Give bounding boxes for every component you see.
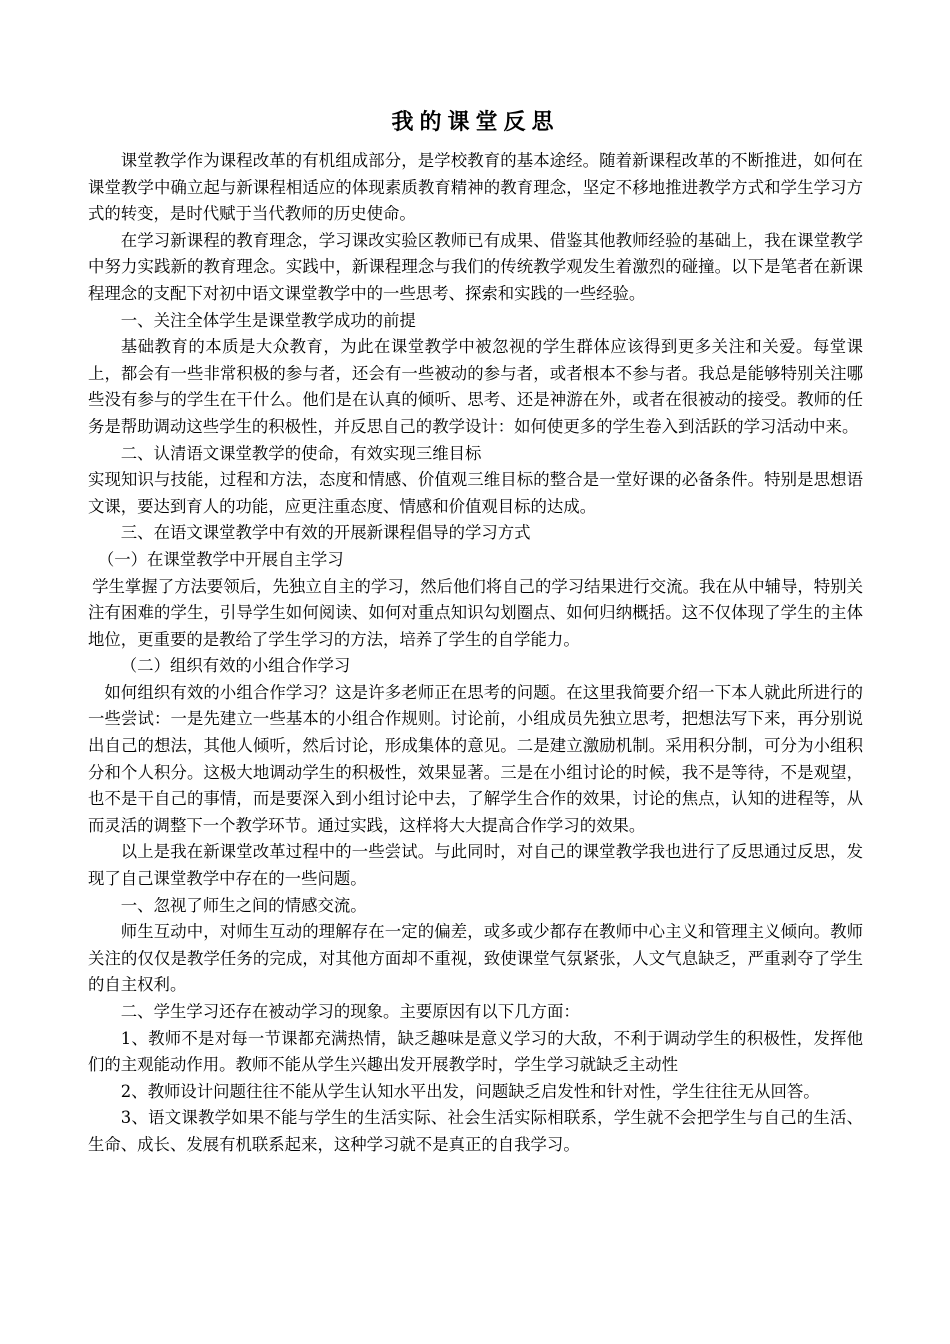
paragraph: 1、教师不是对每一节课都充满热情，缺乏趣味是意义学习的大敌，不利于调动学生的积极性，发挥他们的主观能动作用。教师不能从学生兴趣出发开展教学时，学生学习就缺乏主动性 (88, 1028, 863, 1075)
document-title: 我的课堂反思 (391, 110, 560, 135)
document-page (88, 108, 863, 1159)
paragraph: 二、认清语文课堂教学的使命，有效实现三维目标 (120, 443, 482, 463)
paragraph: 一、关注全体学生是课堂教学成功的前提 (120, 310, 416, 330)
paragraph: 在学习新课程的教育理念，学习课改实验区教师已有成果、借鉴其他教师经验的基础上，我在课堂教学中努力实践新的教育理念。实践中，新课程理念与我们的传统教学观发生着激烈的碰撞。以下是笔者在新课程理念的支配下对初中语文课堂教学中的一些思考、探索和实践的一些经验。 (88, 230, 863, 303)
paragraph: 三、在语文课堂教学中有效的开展新课程倡导的学习方式 (120, 523, 531, 543)
paragraph: 一、忽视了师生之间的情感交流。 (120, 895, 367, 915)
paragraph: 以上是我在新课堂改革过程中的一些尝试。与此同时，对自己的课堂教学我也进行了反思通过反思，发现了自己课堂教学中存在的一些问题。 (88, 842, 863, 889)
paragraph: 2、教师设计问题往往不能从学生认知水平出发，问题缺乏启发性和针对性，学生往往无从回答。 (120, 1081, 820, 1101)
paragraph: 学生掌握了方法要领后，先独立自主的学习，然后他们将自己的学习结果进行交流。我在从中辅导，特别关注有困难的学生，引导学生如何阅读、如何对重点知识勾划圈点、如何归纳概括。这不仅体现了学生的主体地位，更重要的是教给了学生学习的方法，培养了学生的自学能力。 (88, 576, 863, 649)
document-body (88, 148, 863, 1159)
paragraph: 二、学生学习还存在被动学习的现象。主要原因有以下几方面： (120, 1002, 580, 1021)
paragraph: （一）在课堂教学中开展自主学习 (97, 549, 344, 569)
paragraph: 如何组织有效的小组合作学习？这是许多老师正在思考的问题。在这里我简要介绍一下本人就此所进行的一些尝试：一是先建立一些基本的小组合作规则。讨论前，小组成员先独立思考，把想法写下来，再分别说出自己的想法，其他人倾听，然后讨论，形成集体的意见。二是建立激励机制。采用积分制，可分为小组积分和个人积分。这极大地调动学生的积极性，效果显著。三是在小组讨论的时候，我不是等待，不是观望，也不是干自己的事情，而是要深入到小组讨论中去，了解学生合作的效果，讨论的焦点，认知的进程等，从而灵活的调整下一个教学环节。通过实践，这样将大大提高合作学习的效果。 (88, 682, 863, 835)
paragraph: 基础教育的本质是大众教育，为此在课堂教学中被忽视的学生群体应该得到更多关注和关爱。每堂课上，都会有一些非常积极的参与者，还会有一些被动的参与者，或者根本不参与者。我总是能够特别关注哪些没有参与的学生在干什么。他们是在认真的倾听、思考、还是神游在外，或者在很被动的接受。教师的任务是帮助调动这些学生的积极性，并反思自己的教学设计：如何使更多的学生卷入到活跃的学习活动中来。 (88, 337, 863, 436)
paragraph: 师生互动中，对师生互动的理解存在一定的偏差，或多或少都存在教师中心主义和管理主义倾向。教师关注的仅仅是教学任务的完成，对其他方面却不重视，致使课堂气氛紧张，人文气息缺乏，严重剥夺了学生的自主权利。 (88, 922, 863, 995)
paragraph: 3、语文课教学如果不能与学生的生活实际、社会生活实际相联系，学生就不会把学生与自己的生活、生命、成长、发展有机联系起来，这种学习就不是真正的自我学习。 (88, 1108, 863, 1154)
paragraph: 课堂教学作为课程改革的有机组成部分，是学校教育的基本途经。随着新课程改革的不断推进，如何在课堂教学中确立起与新课程相适应的体现素质教育精神的教育理念，坚定不移地推进教学方式和学生学习方式的转变，是时代赋于当代教师的历史使命。 (88, 151, 863, 224)
paragraph: 实现知识与技能，过程和方法，态度和情感、价值观三维目标的整合是一堂好课的必备条件。特别是思想语文课，要达到育人的功能，应更注重态度、情感和价值观目标的达成。 (88, 470, 863, 516)
paragraph: （二）组织有效的小组合作学习 (120, 656, 351, 676)
